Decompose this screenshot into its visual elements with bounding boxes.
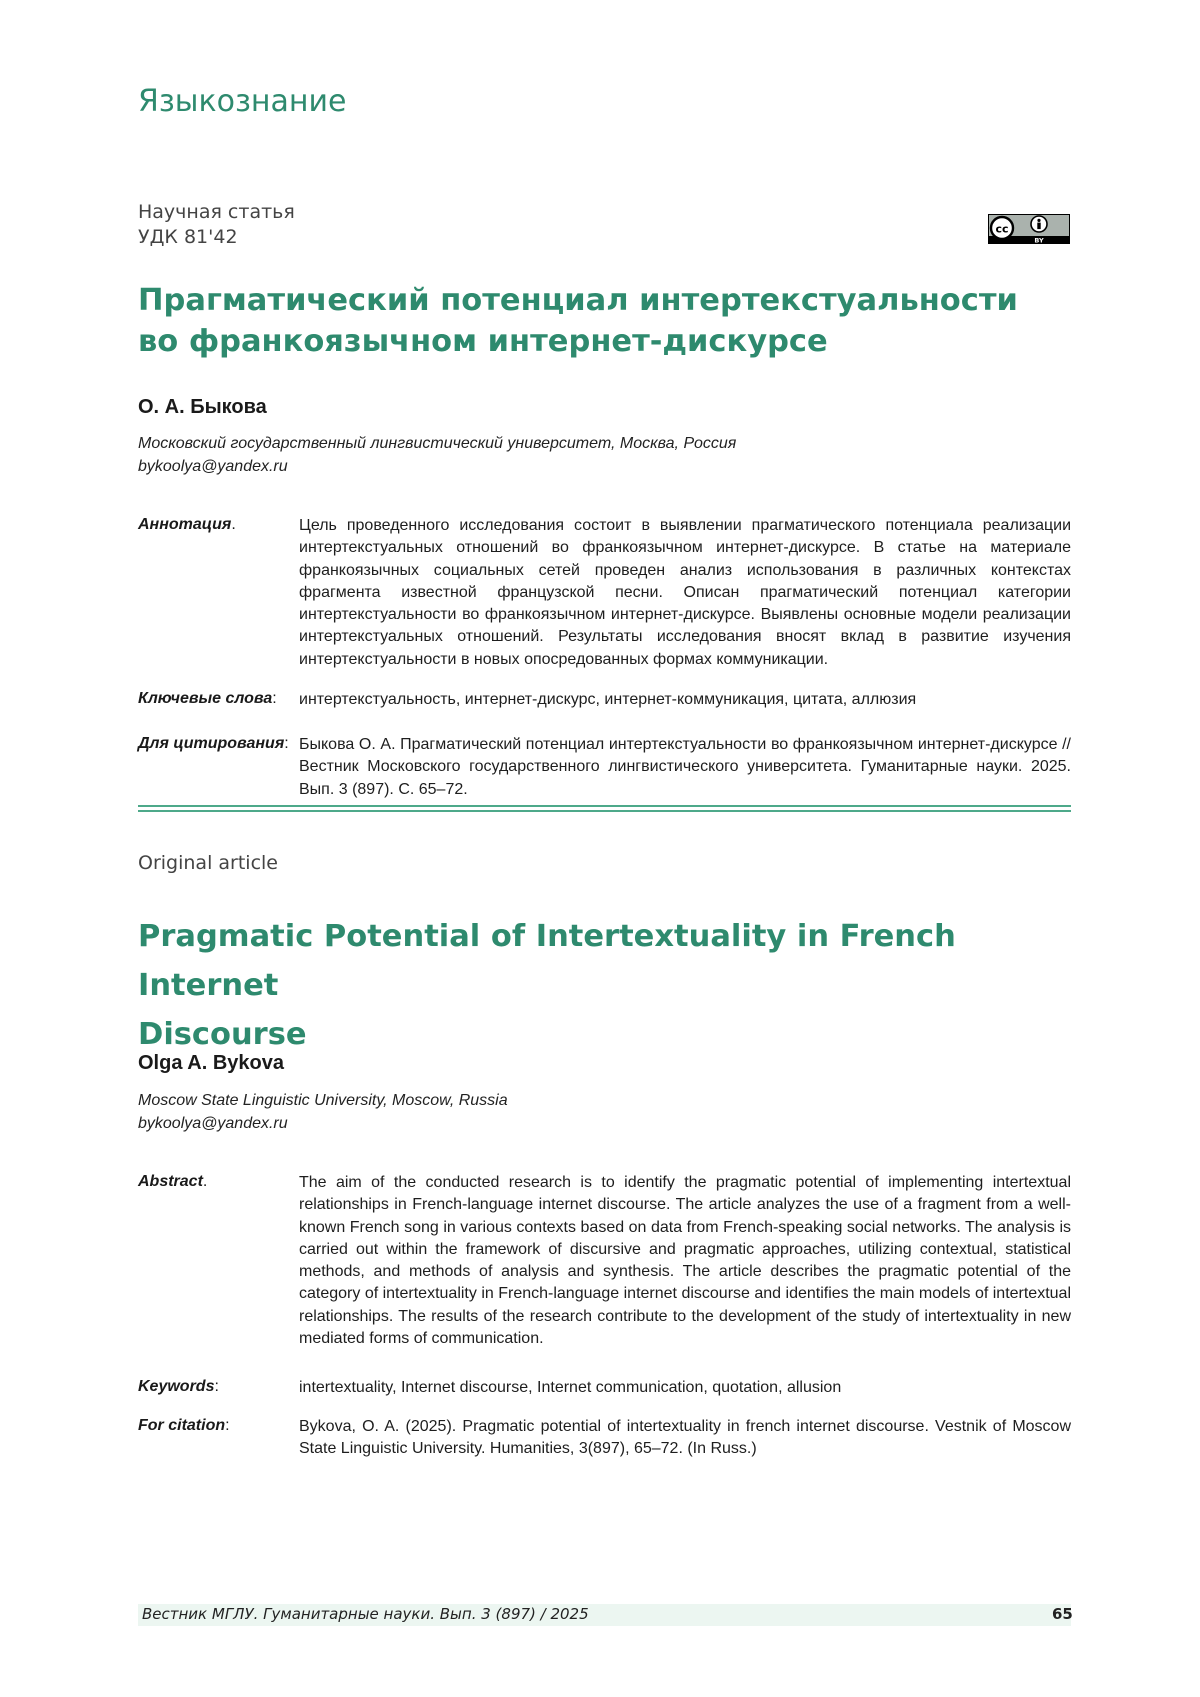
citation-text-en: Bykova, O. A. (2025). Pragmatic potential of intertextuality in french internet discourse. Vestnik of Moscow State Linguistic University. Humanities, 3(897), 65–72. (In Russ.) [299, 1416, 1071, 1461]
footer-journal: Вестник МГЛУ. Гуманитарные науки. Вып. 3 (897) / 2025 [142, 1605, 589, 1623]
author-en: Olga A. Bykova [138, 1052, 284, 1075]
keywords-label-ru: Ключевые слова: [138, 690, 277, 708]
keywords-label-ru-text: Ключевые слова [138, 690, 272, 707]
udk-code: УДК 81'42 [138, 225, 295, 250]
author-ru: О. А. Быкова [138, 396, 267, 419]
citation-label-en: For citation: [138, 1417, 230, 1435]
keywords-label-en: Keywords: [138, 1378, 219, 1396]
section-title: Языкознание [138, 84, 346, 119]
citation-text-ru: Быкова О. А. Прагматический потенциал интертекстуальности во франкоязычном интернет-дискурсе // Вестник Московского государственного лингвистического университета. Гуманитарные науки. 2025. Вып. 3 (897). С. 65–72. [299, 734, 1071, 801]
cc-by-icon[interactable] [988, 214, 1070, 249]
abstract-label-en-text: Abstract [138, 1173, 203, 1190]
abstract-label-ru-text: Аннотация [138, 516, 231, 533]
divider-rule-secondary [138, 810, 1071, 812]
keywords-text-en: intertextuality, Internet discourse, Internet communication, quotation, allusion [299, 1377, 1071, 1399]
keywords-text-ru: интертекстуальность, интернет-дискурс, интернет-коммуникация, цитата, аллюзия [299, 689, 1071, 711]
abstract-label-en: Abstract. [138, 1173, 207, 1191]
affiliation-text-ru: Московский государственный лингвистический университет, Москва, Россия [138, 432, 736, 455]
cc-label: cc [995, 223, 1008, 236]
article-type-en: Original article [138, 852, 278, 874]
article-meta [138, 200, 295, 250]
email-ru[interactable]: bykoolya@yandex.ru [138, 455, 736, 478]
abstract-text-en: The aim of the conducted research is to identify the pragmatic potential of implementing intertextual relationships in French-language internet discourse. The article analyzes the use of a fragment from a well-known French song in various contexts based on data from French-speaking social networks. The analysis is carried out within the framework of discursive and pragmatic approaches, utilizing contextual, statistical methods, and methods of analysis and synthesis. The article describes the pragmatic potential of the category of intertextuality in French-language internet discourse and identifies the main models of intertextual relationships. The results of the research contribute to the development of the study of intertextuality in new mediated forms of communication. [299, 1172, 1071, 1350]
title-ru-line-1: Прагматический потенциал интертекстуальности [138, 280, 1038, 321]
affiliation-en [138, 1089, 508, 1135]
page-title-en [138, 912, 1038, 1059]
keywords-label-en-text: Keywords [138, 1378, 214, 1395]
abstract-text-ru: Цель проведенного исследования состоит в выявлении прагматического потенциала реализации интертекстуальных отношений во франкоязычном интернет-дискурсе. В статье на материале франкоязычных социальных сетей проведен анализ использования в различных контекстах фрагмента известной французской песни. Описан прагматический потенциал категории интертекстуальности во франкоязычном интернет-дискурсе. Выявлены основные модели реализации интертекстуальных отношений. Результаты исследования вносят вклад в развитие изучения интертекстуальности в новых опосредованных формах коммуникации. [299, 515, 1071, 671]
affiliation-ru [138, 432, 736, 478]
divider-rule [138, 805, 1071, 807]
title-en-line-2: Discourse [138, 1010, 1038, 1059]
abstract-label-ru: Аннотация. [138, 516, 236, 534]
article-type: Научная статья [138, 200, 295, 225]
affiliation-text-en: Moscow State Linguistic University, Moscow, Russia [138, 1089, 508, 1112]
by-label: BY [1034, 236, 1044, 244]
citation-label-ru: Для цитирования: [138, 735, 289, 753]
citation-label-en-text: For citation [138, 1417, 225, 1434]
page-title-ru [138, 280, 1038, 362]
email-en[interactable]: bykoolya@yandex.ru [138, 1112, 508, 1135]
title-ru-line-2: во франкоязычном интернет-дискурсе [138, 321, 1038, 362]
title-en-line-1: Pragmatic Potential of Intertextuality in French Internet [138, 912, 1038, 1010]
citation-label-ru-text: Для цитирования [138, 735, 284, 752]
page-number: 65 [1052, 1605, 1073, 1623]
